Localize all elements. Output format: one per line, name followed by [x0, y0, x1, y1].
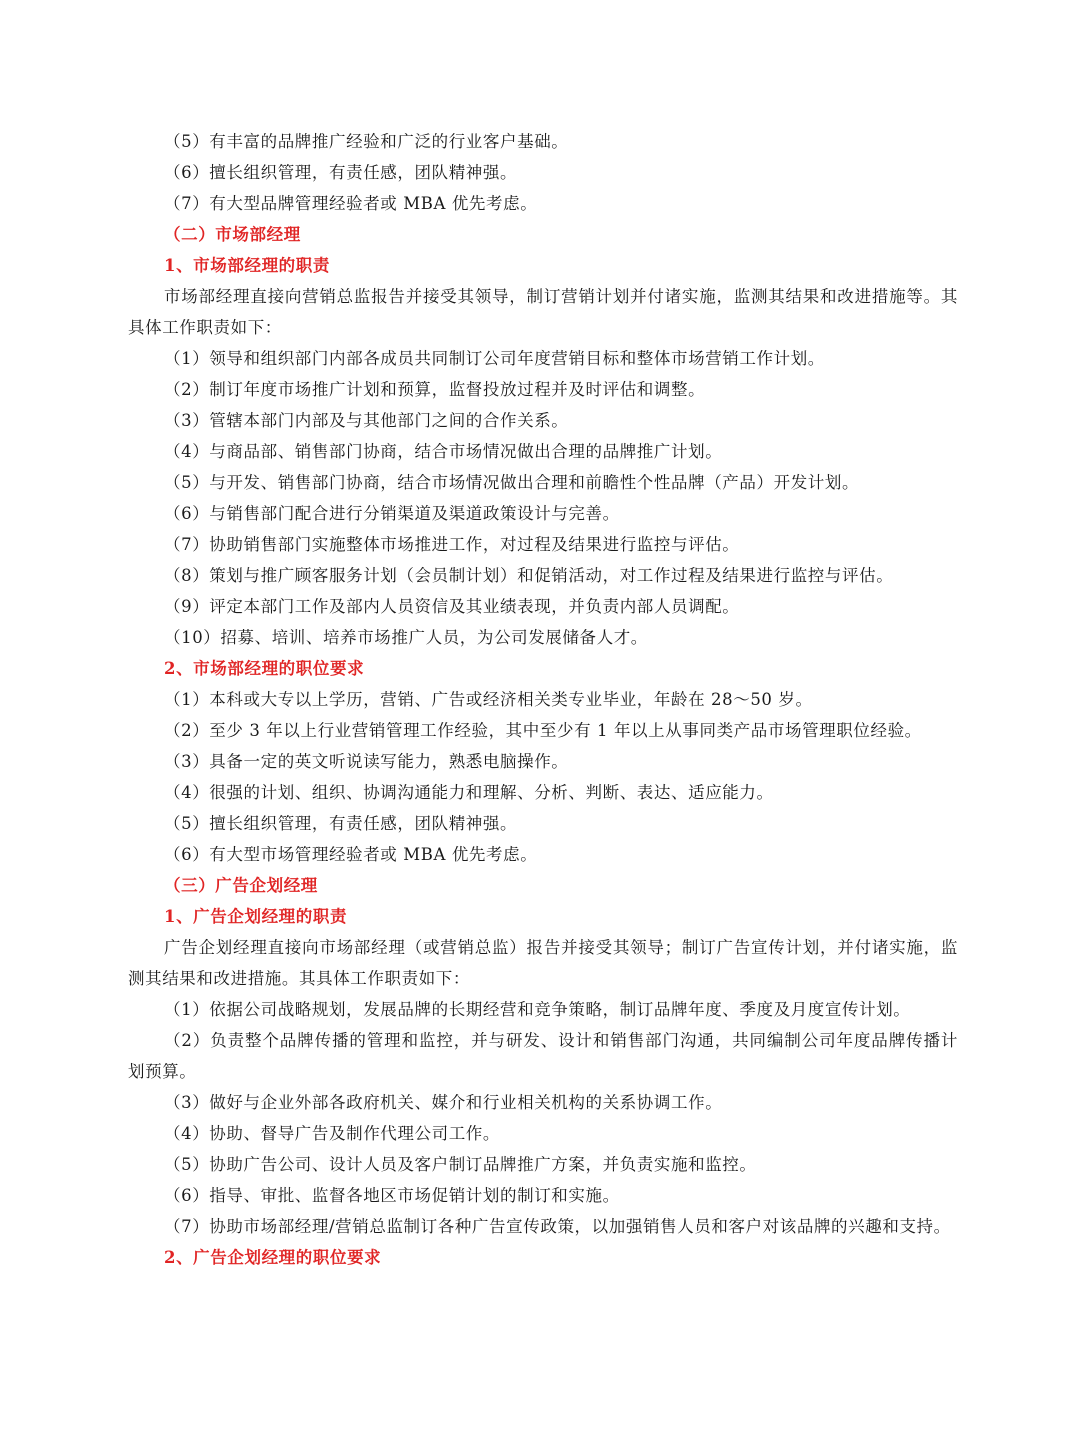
- list-item: （4）很强的计划、组织、协调沟通能力和理解、分析、判断、表达、适应能力。: [164, 783, 774, 802]
- list-item: （7）有大型品牌管理经验者或 MBA 优先考虑。: [164, 194, 538, 213]
- list-item: （8）策划与推广顾客服务计划（会员制计划）和促销活动，对工作过程及结果进行监控与评估。: [164, 566, 894, 585]
- paragraph: 广告企划经理直接向市场部经理（或营销总监）报告并接受其领导；制订广告宣传计划，并付诸实施，监测其结果和改进措施。其具体工作职责如下：: [128, 938, 958, 988]
- section-heading: （三）广告企划经理: [164, 876, 318, 895]
- list-item: （5）协助广告公司、设计人员及客户制订品牌推广方案，并负责实施和监控。: [164, 1155, 757, 1174]
- list-item: （1）本科或大专以上学历，营销、广告或经济相关类专业毕业，年龄在 28～50 岁。: [164, 690, 813, 709]
- list-item: （5）与开发、销售部门协商，结合市场情况做出合理和前瞻性个性品牌（产品）开发计划。: [164, 473, 860, 492]
- subsection-heading: 1、市场部经理的职责: [164, 256, 330, 275]
- list-item: （9）评定本部门工作及部内人员资信及其业绩表现，并负责内部人员调配。: [164, 597, 740, 616]
- list-item: （6）与销售部门配合进行分销渠道及渠道政策设计与完善。: [164, 504, 620, 523]
- list-item: （5）擅长组织管理，有责任感，团队精神强。: [164, 814, 518, 833]
- subsection-heading: 2、广告企划经理的职位要求: [164, 1248, 382, 1267]
- list-item: （4）与商品部、销售部门协商，结合市场情况做出合理的品牌推广计划。: [164, 442, 723, 461]
- list-item: （3）做好与企业外部各政府机关、媒介和行业相关机构的关系协调工作。: [164, 1093, 723, 1112]
- list-item: （2）制订年度市场推广计划和预算，监督投放过程并及时评估和调整。: [164, 380, 706, 399]
- list-item: （7）协助市场部经理/营销总监制订各种广告宣传政策，以加强销售人员和客户对该品牌的兴趣和支持。: [164, 1217, 951, 1236]
- list-item: （7）协助销售部门实施整体市场推进工作，对过程及结果进行监控与评估。: [164, 535, 740, 554]
- list-item: （2）负责整个品牌传播的管理和监控，并与研发、设计和销售部门沟通，共同编制公司年度品牌传播计划预算。: [128, 1031, 958, 1081]
- document-page: [128, 126, 958, 1273]
- section-heading: （二）市场部经理: [164, 225, 301, 244]
- list-item: （10）招募、培训、培养市场推广人员，为公司发展储备人才。: [164, 628, 648, 647]
- list-item: （1）领导和组织部门内部各成员共同制订公司年度营销目标和整体市场营销工作计划。: [164, 349, 825, 368]
- list-item: （1）依据公司战略规划，发展品牌的长期经营和竞争策略，制订品牌年度、季度及月度宣传计划。: [164, 1000, 911, 1019]
- subsection-heading: 2、市场部经理的职位要求: [164, 659, 365, 678]
- list-item: （5）有丰富的品牌推广经验和广泛的行业客户基础。: [164, 132, 569, 151]
- list-item: （2）至少 3 年以上行业营销管理工作经验，其中至少有 1 年以上从事同类产品市场管理职位经验。: [164, 721, 922, 740]
- list-item: （6）指导、审批、监督各地区市场促销计划的制订和实施。: [164, 1186, 620, 1205]
- list-item: （6）有大型市场管理经验者或 MBA 优先考虑。: [164, 845, 538, 864]
- subsection-heading: 1、广告企划经理的职责: [164, 907, 348, 926]
- list-item: （4）协助、督导广告及制作代理公司工作。: [164, 1124, 500, 1143]
- paragraph: 市场部经理直接向营销总监报告并接受其领导，制订营销计划并付诸实施，监测其结果和改进措施等。其具体工作职责如下：: [128, 287, 958, 337]
- list-item: （3）具备一定的英文听说读写能力，熟悉电脑操作。: [164, 752, 569, 771]
- list-item: （3）管辖本部门内部及与其他部门之间的合作关系。: [164, 411, 569, 430]
- list-item: （6）擅长组织管理，有责任感，团队精神强。: [164, 163, 518, 182]
